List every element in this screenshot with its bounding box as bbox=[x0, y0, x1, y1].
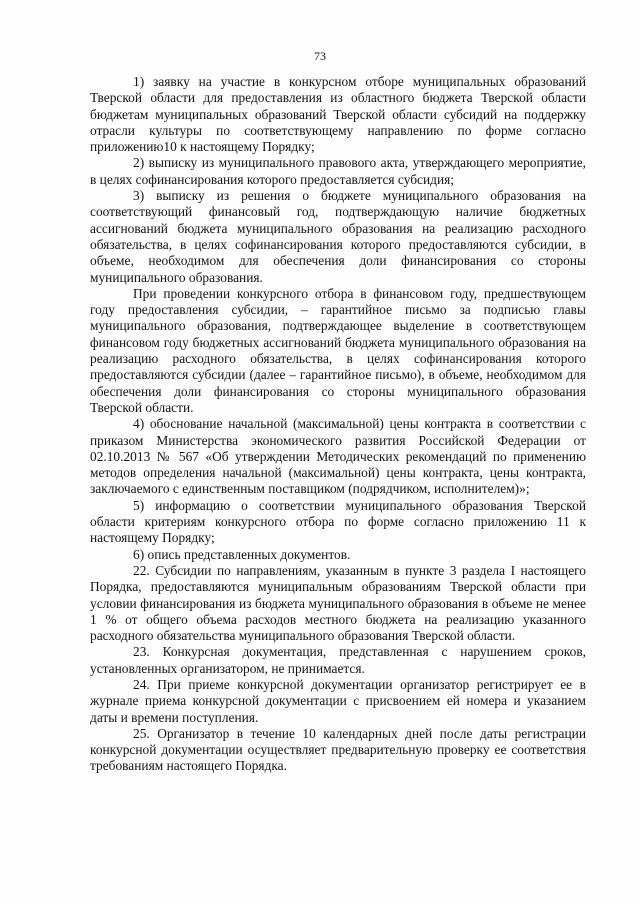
paragraph-item-5-criteria-info: 5) информацию о соответствии муниципального образования Тверской области критериям конкурсного отбора по форме согласно приложению 11 к настоящему Порядку; bbox=[90, 497, 586, 546]
paragraph-guarantee-letter: При проведении конкурсного отбора в финансовом году, предшествующем году предоставления субсидии, – гарантийное письмо за подписью главы муниципального образования, подтверждающее выделение в соответствующем финансовом году бюджетных ассигнований бюджета муниципального образования на реализацию расходного обязательства, в целях софинансирования которого предоставляются субсидии (далее – гарантийное письмо), в объеме, необходимом для обеспечения доли финансирования со стороны муниципального образования Тверской области. bbox=[90, 285, 586, 415]
paragraph-clause-25: 25. Организатор в течение 10 календарных дней после даты регистрации конкурсной документации осуществляет предварительную проверку ее соответствия требованиям настоящего Порядка. bbox=[90, 725, 586, 774]
paragraph-item-4-price-justification: 4) обоснование начальной (максимальной) цены контракта в соответствии с приказом Министерства экономического развития Российской Федерации от 02.10.2013 № 567 «Об утверждении Методических рекомендаций по применению методов определения начальной (максимальной) цены контракта, цены контракта, заключаемого с единственным поставщиком (подрядчиком, исполнителем)»; bbox=[90, 416, 586, 497]
paragraph-item-1-application: 1) заявку на участие в конкурсном отборе муниципальных образований Тверской области для предоставления из областного бюджета Тверской области бюджетам муниципальных образований Тверской области субсидий на поддержку отрасли культуры по соответствующему направлению по форме согласно приложению10 к настоящему Порядку; bbox=[90, 74, 586, 155]
paragraph-item-6-document-list: 6) опись представленных документов. bbox=[133, 546, 351, 562]
paragraph-clause-24: 24. При приеме конкурсной документации организатор регистрирует ее в журнале приема конкурсной документации с присвоением ей номера и указанием даты и времени поступления. bbox=[90, 676, 586, 725]
document-body bbox=[90, 74, 586, 775]
paragraph-item-3-budget-extract: 3) выписку из решения о бюджете муниципального образования на соответствующий финансовый год, подтверждающую наличие бюджетных ассигнований бюджета муниципального образования на реализацию расходного обязательства, в целях софинансирования которого предоставляются субсидии, в объеме, необходимом для обеспечения доли финансирования со стороны муниципального образования. bbox=[90, 188, 586, 285]
paragraph-clause-23: 23. Конкурсная документация, представленная с нарушением сроков, установленных организатором, не принимается. bbox=[90, 644, 586, 676]
page-number: 73 bbox=[314, 49, 326, 63]
paragraph-clause-22: 22. Субсидии по направлениям, указанным в пункте 3 раздела I настоящего Порядка, предоставляются муниципальным образованиям Тверской области при условии финансирования из бюджета муниципального образования в объеме не менее 1 % от общего объема расходов местного бюджета на реализацию указанного расходного обязательства муниципального образования Тверской области. bbox=[90, 562, 586, 644]
paragraph-item-2-legal-act-extract: 2) выписку из муниципального правового акта, утверждающего мероприятие, в целях софинансирования которого предоставляется субсидия; bbox=[90, 155, 586, 187]
